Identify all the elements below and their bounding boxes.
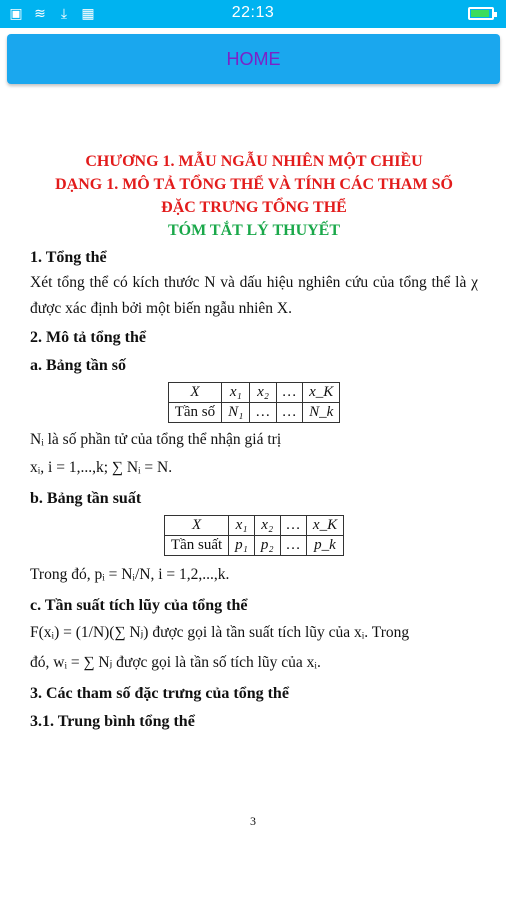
section-2c-text-2: đó, wᵢ = ∑ Nⱼ được gọi là tần số tích lũy của xᵢ.: [30, 654, 321, 671]
section-3-heading: 3. Các tham số đặc trưng của tổng thể: [30, 685, 289, 702]
table-cell: …: [280, 516, 306, 536]
section-2a-text-2: xᵢ, i = 1,...,k; ∑ Nᵢ = N.: [30, 459, 173, 476]
table-cell: X: [168, 383, 221, 403]
page-number: 3: [250, 814, 256, 828]
section-1-heading: 1. Tổng thể: [30, 249, 107, 266]
table-cell: x₁: [222, 383, 250, 403]
section-3-1-heading: 3.1. Trung bình tổng thể: [30, 713, 195, 730]
notification-icon: ▣: [9, 5, 23, 21]
title-line-1: CHƯƠNG 1. MẪU NGẪU NHIÊN MỘT CHIỀU: [85, 153, 423, 170]
section-2a-heading: a. Bảng tần số: [30, 357, 127, 374]
table-cell: x₁: [229, 516, 255, 536]
section-2c-text-1: được gọi là tần suất tích lũy của xᵢ. Trong: [152, 624, 410, 641]
relative-frequency-table: [164, 515, 344, 556]
table-cell: N₁: [222, 403, 250, 423]
table-cell: …: [250, 403, 276, 423]
section-2a-text-1: Nᵢ là số phần tử của tổng thể nhận giá trị: [30, 431, 282, 448]
status-time: 22:13: [231, 4, 275, 21]
section-2c-heading: c. Tần suất tích lũy của tổng thể: [30, 597, 248, 614]
table-cell: …: [276, 403, 302, 423]
title-line-3: ĐẶC TRƯNG TỔNG THỂ: [161, 199, 347, 216]
table-cell: …: [280, 536, 306, 556]
table-cell: p_k: [306, 536, 343, 556]
table-cell: x₂: [254, 516, 280, 536]
cumulative-formula: F(xᵢ) = (1/N)(∑ Nⱼ): [30, 624, 149, 641]
section-2c-line-1: [30, 618, 478, 648]
title-line-2: DẠNG 1. MÔ TẢ TỔNG THỂ VÀ TÍNH CÁC THAM SỐ: [55, 176, 453, 193]
section-2b-text: Trong đó, pᵢ = Nᵢ/N, i = 1,2,...,k.: [30, 566, 230, 583]
table-cell: Tần số: [168, 403, 221, 423]
home-label: HOME: [226, 49, 281, 69]
section-1-text: Xét tổng thể có kích thước N và dấu hiệu nghiên cứu của tổng thể là χ được xác định bởi một biến ngẫu nhiên X.: [30, 274, 478, 317]
table-cell: …: [276, 383, 302, 403]
wifi-icon: ≋: [34, 5, 46, 21]
table-cell: N_k: [303, 403, 340, 423]
subtitle: TÓM TẮT LÝ THUYẾT: [167, 222, 341, 239]
document-page: [30, 150, 478, 734]
battery-icon: [468, 7, 494, 20]
frequency-table: [168, 382, 341, 423]
download-icon: ⤓: [60, 5, 68, 21]
table-cell: x₂: [250, 383, 276, 403]
qr-icon: ▦: [81, 5, 95, 21]
table-cell: x_K: [306, 516, 343, 536]
section-2-heading: 2. Mô tả tổng thể: [30, 329, 146, 346]
table-cell: p₁: [229, 536, 255, 556]
status-bar: [0, 0, 506, 28]
table-cell: X: [164, 516, 228, 536]
home-button[interactable]: [7, 34, 500, 84]
table-cell: p₂: [254, 536, 280, 556]
table-cell: Tần suất: [164, 536, 228, 556]
section-2b-heading: b. Bảng tần suất: [30, 490, 142, 507]
table-cell: x_K: [303, 383, 340, 403]
